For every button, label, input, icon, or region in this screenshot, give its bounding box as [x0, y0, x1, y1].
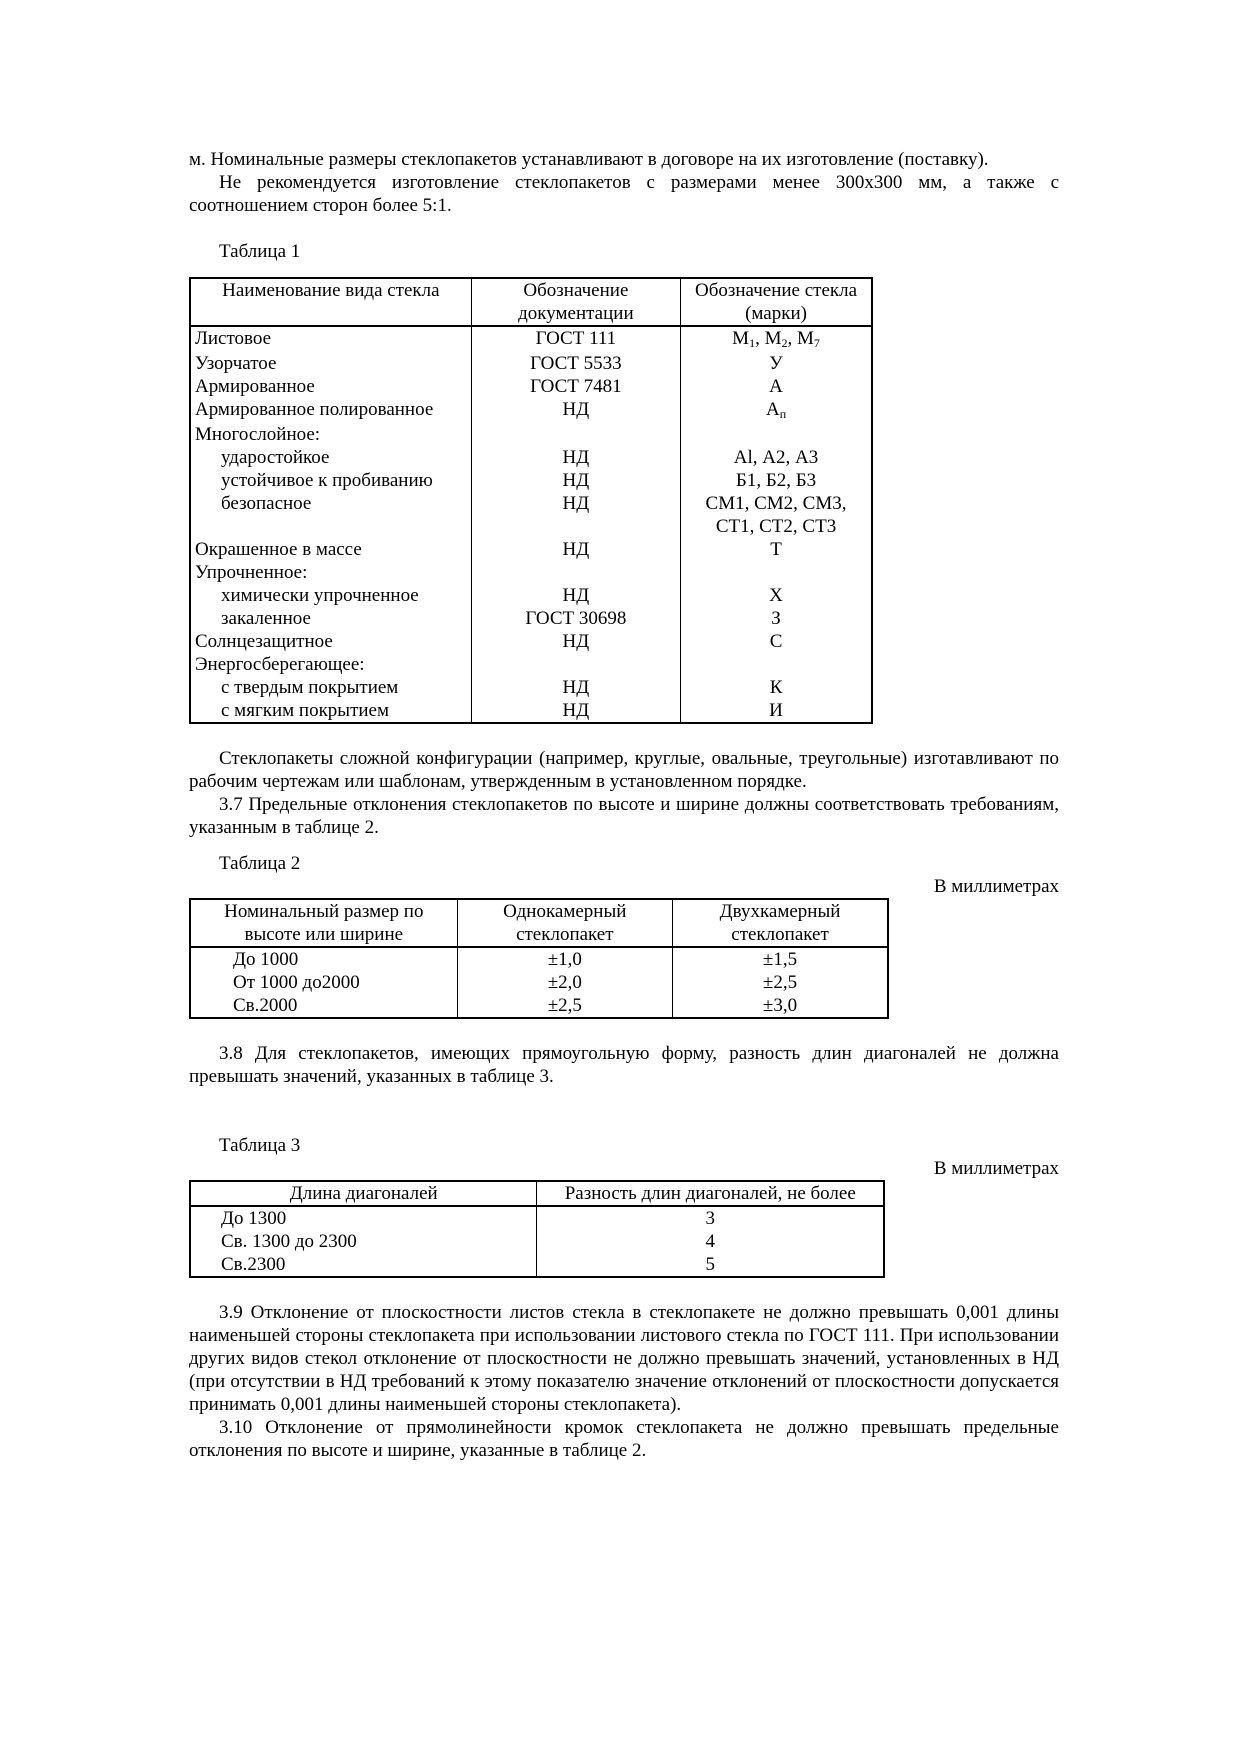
- table-cell: ±1,0: [457, 947, 672, 971]
- table-cell: $А_п$: [681, 398, 872, 423]
- table-cell: Св.2000: [190, 994, 457, 1018]
- table-cell: [471, 515, 680, 538]
- paragraph: 3.7 Предельные отклонения стеклопакетов по высоте и ширине должны соответствовать требованиям, указанным в таблице 2.: [189, 794, 1059, 838]
- table2: [189, 898, 889, 1019]
- table1-header: Наименование вида стекла: [190, 278, 471, 326]
- table-row: [190, 653, 872, 676]
- table-cell: НД: [471, 630, 680, 653]
- table-cell: [681, 423, 872, 446]
- table-cell: ±3,0: [673, 994, 888, 1018]
- table-cell: $М_1$, $М_2$, $М_7$: [681, 326, 872, 352]
- table-cell: ГОСТ 111: [471, 326, 680, 352]
- table-cell: химически упрочненное: [190, 584, 471, 607]
- table-cell: НД: [471, 584, 680, 607]
- table-row: [190, 994, 888, 1018]
- table-cell: Al, А2, А3: [681, 446, 872, 469]
- table-cell: Узорчатое: [190, 352, 471, 375]
- paragraph: Стеклопакеты сложной конфигурации (например, круглые, овальные, треугольные) изготавливают по рабочим чертежам или шаблонам, утвержденным в установленном порядке.: [189, 748, 1059, 792]
- table-row: [190, 561, 872, 584]
- table-cell: НД: [471, 398, 680, 423]
- document-page: [189, 148, 1059, 1462]
- table-row: [190, 584, 872, 607]
- table-row: [190, 492, 872, 515]
- table-cell: ГОСТ 5533: [471, 352, 680, 375]
- table-row: [190, 1253, 884, 1277]
- table1-header: Обозначение документации: [471, 278, 680, 326]
- table-cell: Упрочненное:: [190, 561, 471, 584]
- table2-units: В миллиметрах: [933, 876, 1059, 897]
- paragraph: 3.10 Отклонение от прямолинейности кромок стеклопакета не должно превышать предельные отклонения по высоте и ширине, указанные в таблице 2.: [189, 1417, 1059, 1461]
- table-cell: У: [681, 352, 872, 375]
- table2-caption: Таблица 2: [219, 853, 301, 874]
- table-cell: Окрашенное в массе: [190, 538, 471, 561]
- table-row: [190, 1206, 884, 1230]
- table-cell: А: [681, 375, 872, 398]
- table-row: [190, 515, 872, 538]
- table-row: [190, 607, 872, 630]
- table-row: [190, 352, 872, 375]
- table-row: [190, 423, 872, 446]
- table-cell: Х: [681, 584, 872, 607]
- table-cell: С: [681, 630, 872, 653]
- table-cell: До 1000: [190, 947, 457, 971]
- table-row: [190, 326, 872, 352]
- table-cell: [471, 653, 680, 676]
- table-cell: Многослойное:: [190, 423, 471, 446]
- table-row: [190, 699, 872, 723]
- paragraph: 3.8 Для стеклопакетов, имеющих прямоугольную форму, разность длин диагоналей не должна превышать значений, указанных в таблице 3.: [189, 1043, 1059, 1087]
- table1: [189, 277, 873, 724]
- table-cell: Армированное: [190, 375, 471, 398]
- table3-units: В миллиметрах: [933, 1158, 1059, 1179]
- table-cell: До 1300: [190, 1206, 537, 1230]
- table2-header: Двухкамерный стеклопакет: [673, 899, 888, 947]
- table-cell: НД: [471, 492, 680, 515]
- table-row: [190, 469, 872, 492]
- table-cell: ударостойкое: [190, 446, 471, 469]
- table-cell: Листовое: [190, 326, 471, 352]
- table-cell: 5: [537, 1253, 884, 1277]
- table-row: [190, 971, 888, 994]
- table-cell: Энергосберегающее:: [190, 653, 471, 676]
- table-cell: Св.2300: [190, 1253, 537, 1277]
- paragraph: 3.9 Отклонение от плоскостности листов стекла в стеклопакете не должно превышать 0,001 длины наименьшей стороны стеклопакета при использовании листового стекла по ГОСТ 111. При использовании других видов стекол отклонение от плоскостности не должно превышать значений, установленных в НД (при отсутствии в НД требований к этому показателю значение отклонений от плоскостности допускается принимать 0,001 длины наименьшей стороны стеклопакета).: [189, 1302, 1059, 1415]
- table-cell: Армированное полированное: [190, 398, 471, 423]
- table-cell: [471, 423, 680, 446]
- table-cell: От 1000 до2000: [190, 971, 457, 994]
- table-cell: закаленное: [190, 607, 471, 630]
- table-cell: Св. 1300 до 2300: [190, 1230, 537, 1253]
- table-cell: 4: [537, 1230, 884, 1253]
- table-row: [190, 538, 872, 561]
- table-cell: НД: [471, 676, 680, 699]
- table-row: [190, 1230, 884, 1253]
- table-cell: З: [681, 607, 872, 630]
- table-cell: К: [681, 676, 872, 699]
- table-cell: безопасное: [190, 492, 471, 515]
- table-cell: с мягким покрытием: [190, 699, 471, 723]
- table-cell: НД: [471, 446, 680, 469]
- table-cell: ГОСТ 30698: [471, 607, 680, 630]
- table-row: [190, 676, 872, 699]
- table2-header: Однокамерный стеклопакет: [457, 899, 672, 947]
- table-cell: Солнцезащитное: [190, 630, 471, 653]
- table-cell: НД: [471, 538, 680, 561]
- table-cell: СТ1, СТ2, СТ3: [681, 515, 872, 538]
- table2-header: Номинальный размер по высоте или ширине: [190, 899, 457, 947]
- table-row: [190, 375, 872, 398]
- table-cell: ±2,5: [457, 994, 672, 1018]
- table-cell: устойчивое к пробиванию: [190, 469, 471, 492]
- table1-header: Обозначение стекла (марки): [681, 278, 872, 326]
- table-row: [190, 630, 872, 653]
- table-cell: [471, 561, 680, 584]
- table-cell: Т: [681, 538, 872, 561]
- table-cell: Б1, Б2, Б3: [681, 469, 872, 492]
- table-cell: [681, 561, 872, 584]
- table-cell: [190, 515, 471, 538]
- table-cell: ±1,5: [673, 947, 888, 971]
- table-cell: СМ1, СМ2, СМ3,: [681, 492, 872, 515]
- table3: [189, 1180, 885, 1278]
- table3-caption: Таблица 3: [219, 1135, 301, 1156]
- table-cell: с твердым покрытием: [190, 676, 471, 699]
- table-cell: НД: [471, 699, 680, 723]
- table-cell: ГОСТ 7481: [471, 375, 680, 398]
- paragraph: Не рекомендуется изготовление стеклопакетов с размерами менее 300х300 мм, а также с соотношением сторон более 5:1.: [189, 172, 1059, 216]
- table-cell: [681, 653, 872, 676]
- table1-caption: Таблица 1: [219, 241, 301, 262]
- table-cell: ±2,0: [457, 971, 672, 994]
- paragraph: м. Номинальные размеры стеклопакетов устанавливают в договоре на их изготовление (поставку).: [189, 149, 989, 170]
- table-cell: ±2,5: [673, 971, 888, 994]
- table-row: [190, 446, 872, 469]
- table-row: [190, 947, 888, 971]
- table-row: [190, 398, 872, 423]
- table-cell: 3: [537, 1206, 884, 1230]
- table3-header: Разность длин диагоналей, не более: [537, 1181, 884, 1206]
- table-cell: НД: [471, 469, 680, 492]
- table3-header: Длина диагоналей: [190, 1181, 537, 1206]
- table-cell: И: [681, 699, 872, 723]
